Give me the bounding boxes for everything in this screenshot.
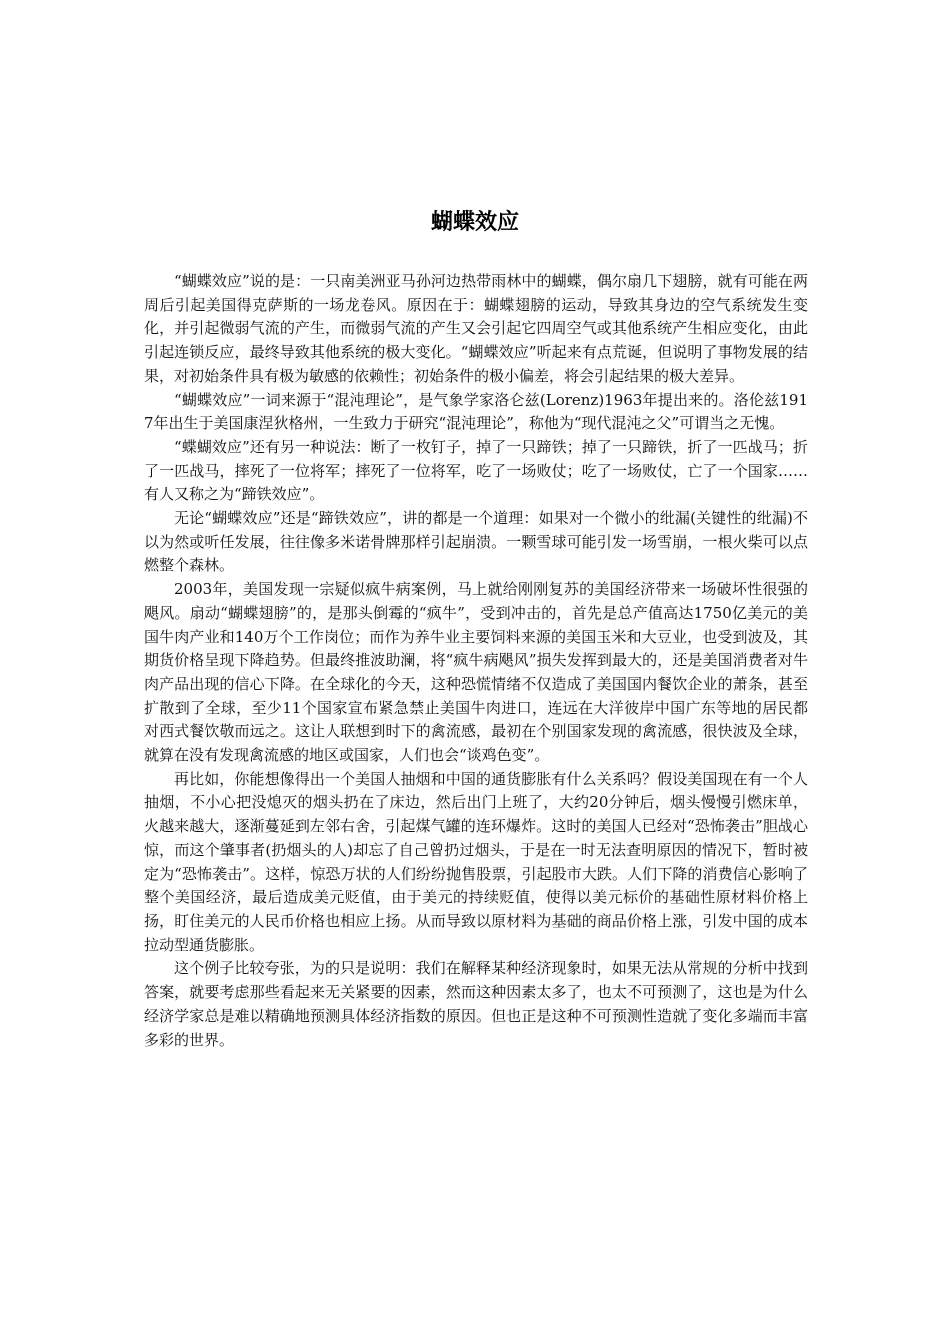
paragraph: “蝴蝶效应”一词来源于“混沌理论”，是气象学家洛仑兹(Lorenz)1963年提出来的。洛伦兹1917年出生于美国康涅狄格州，一生致力于研究“混沌理论”，称他为“现代混沌之父”可谓当之无愧。: [144, 390, 808, 433]
paragraph: 再比如，你能想像得出一个美国人抽烟和中国的通货膨胀有什么关系吗？假设美国现在有一个人抽烟，不小心把没熄灭的烟头扔在了床边，然后出门上班了，大约20分钟后，烟头慢慢引燃床单，火越来越大，逐渐蔓延到左邻右舍，引起煤气罐的连环爆炸。这时的美国人已经对“恐怖袭击”胆战心惊，而这个肇事者(扔烟头的人)却忘了自己曾扔过烟头，于是在一时无法查明原因的情况下，暂时被定为“恐怖袭击”。这样，惊恐万状的人们纷纷抛售股票，引起股市大跌。人们下降的消费信心影响了整个美国经济，最后造成美元贬值，由于美元的持续贬值，使得以美元标价的基础性原材料价格上扬，盯住美元的人民币价格也相应上扬。从而导致以原材料为基础的商品价格上涨，引发中国的成本拉动型通货膨胀。: [144, 769, 808, 954]
paragraph: 这个例子比较夸张，为的只是说明：我们在解释某种经济现象时，如果无法从常规的分析中找到答案，就要考虑那些看起来无关紧要的因素，然而这种因素太多了，也太不可预测了，这也是为什么经济学家总是难以精确地预测具体经济指数的原因。但也正是这种不可预测性造就了变化多端而丰富多彩的世界。: [144, 959, 808, 1049]
document-title: 蝴蝶效应: [430, 210, 519, 235]
paragraph: “蝶蝴效应”还有另一种说法：断了一枚钉子，掉了一只蹄铁；掉了一只蹄铁，折了一匹战马；折了一匹战马，摔死了一位将军；摔死了一位将军，吃了一场败仗；吃了一场败仗，亡了一个国家……有人又称之为“蹄铁效应”。: [144, 437, 808, 504]
paragraph: 2003年，美国发现一宗疑似疯牛病案例，马上就给刚刚复苏的美国经济带来一场破坏性很强的飓风。扇动“蝴蝶翅膀”的，是那头倒霉的“疯牛”，受到冲击的，首先是总产值高达1750亿美元的美国牛肉产业和140万个工作岗位；而作为养牛业主要饲料来源的美国玉米和大豆业，也受到波及，其期货价格呈现下降趋势。但最终推波助澜，将“疯牛病飓风”损失发挥到最大的，还是美国消费者对牛肉产品出现的信心下降。在全球化的今天，这种恐慌情绪不仅造成了美国国内餐饮企业的萧条，甚至扩散到了全球，至少11个国家宣布紧急禁止美国牛肉进口，连远在大洋彼岸中国广东等地的居民都对西式餐饮敬而远之。这让人联想到时下的禽流感，最初在个别国家发现的禽流感，很快波及全球，就算在没有发现禽流感的地区或国家，人们也会“谈鸡色变”。: [144, 580, 808, 765]
document-body: [144, 270, 808, 1052]
paragraph: “蝴蝶效应”说的是：一只南美洲亚马孙河边热带雨林中的蝴蝶，偶尔扇几下翅膀，就有可能在两周后引起美国得克萨斯的一场龙卷风。原因在于：蝴蝶翅膀的运动，导致其身边的空气系统发生变化，并引起微弱气流的产生，而微弱气流的产生又会引起它四周空气或其他系统产生相应变化，由此引起连锁反应，最终导致其他系统的极大变化。“蝴蝶效应”听起来有点荒诞，但说明了事物发展的结果，对初始条件具有极为敏感的依赖性；初始条件的极小偏差，将会引起结果的极大差异。: [144, 272, 808, 385]
paragraph: 无论“蝴蝶效应”还是“蹄铁效应”，讲的都是一个道理：如果对一个微小的纰漏(关键性的纰漏)不以为然或听任发展，往往像多米诺骨牌那样引起崩溃。一颗雪球可能引发一场雪崩，一根火柴可以点燃整个森林。: [144, 509, 808, 575]
